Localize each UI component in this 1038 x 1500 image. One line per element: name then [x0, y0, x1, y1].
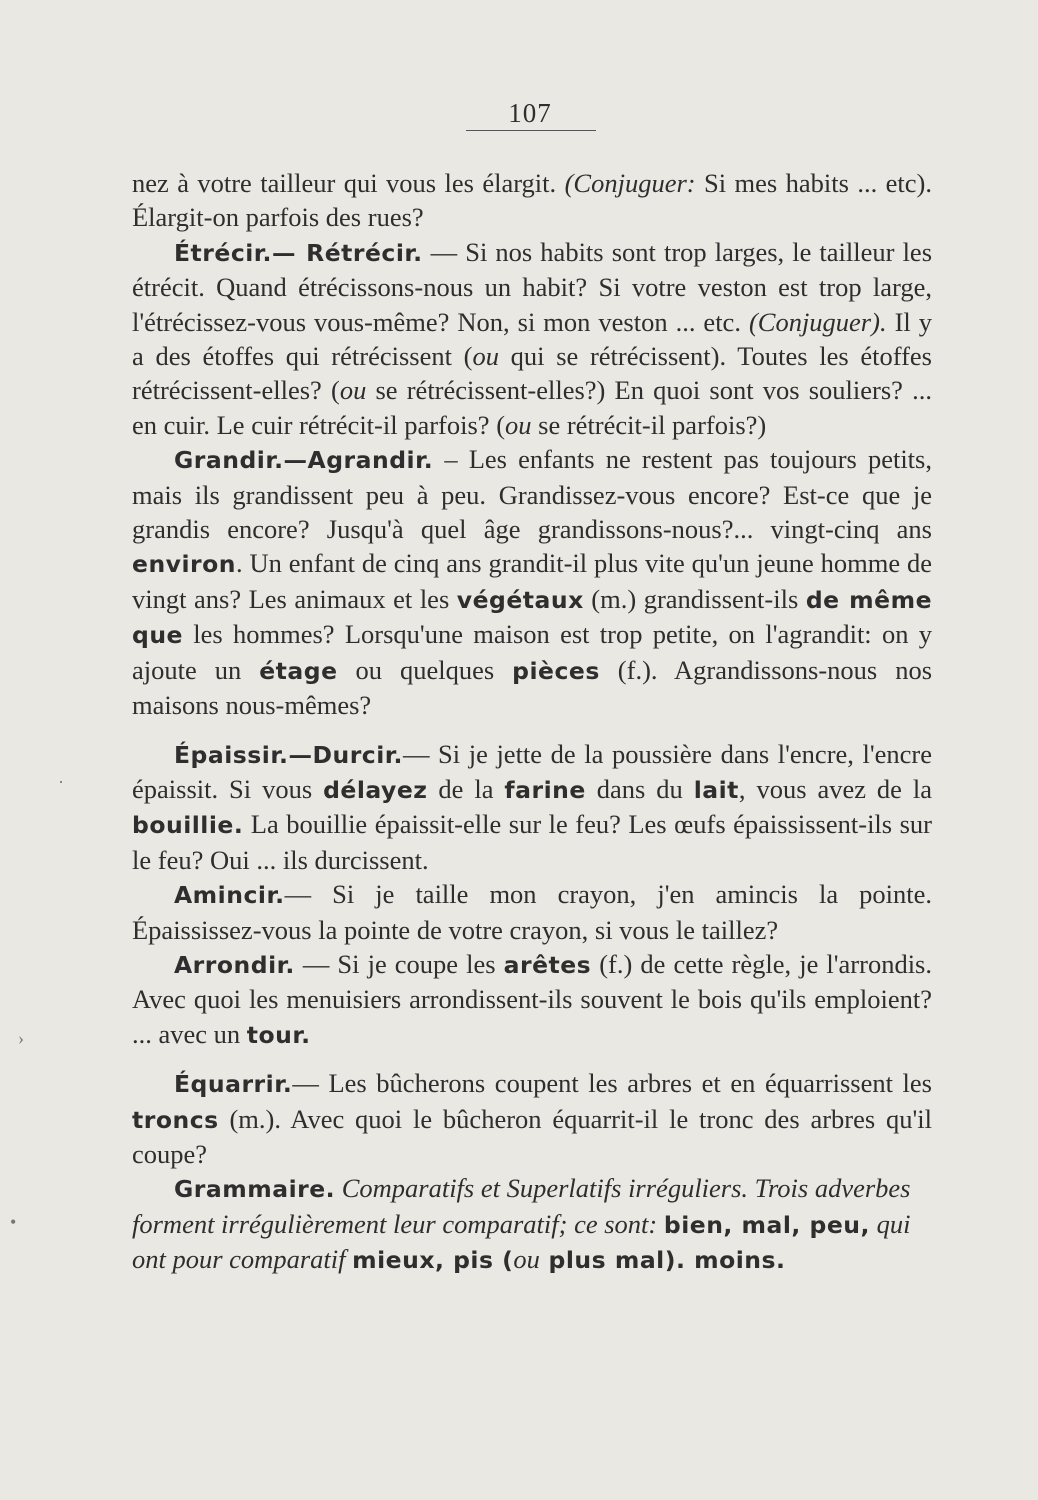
italic-text: qui ont pour comparatif	[132, 1208, 911, 1275]
bold-term: environ	[132, 550, 237, 579]
paragraph	[132, 1066, 932, 1171]
text-run: — Si nos habits sont trop larges, le tailleur les étrécit. Quand étrécissons-nous un habit? Si votre veston est trop large, l'étrécissez-vous vous-même? Non, si mon veston ... etc.	[132, 236, 933, 337]
text-run: . Un enfant de cinq ans grandit-il plus vite qu'un jeune homme de vingt ans? Les animaux et les	[132, 548, 932, 614]
bold-term: plus mal). moins.	[539, 1246, 786, 1275]
bold-term: végétaux	[456, 585, 584, 614]
text-run: (f.). Agrandissons-nous nos maisons nous-mêmes?	[132, 654, 933, 721]
bold-term: Arrondir.	[174, 950, 295, 979]
paragraph-gap	[132, 723, 932, 737]
text-run: — Les bûcherons coupent les arbres et en équarrissent les	[292, 1068, 932, 1099]
bold-term: arêtes	[503, 950, 592, 979]
text-run: de la	[427, 773, 505, 804]
text-run: nez à votre tailleur qui vous les élargit.	[132, 168, 565, 198]
bold-term: troncs	[132, 1105, 219, 1134]
bold-term: Épaissir.—Durcir.	[174, 740, 403, 769]
text-run: dans du	[585, 773, 694, 804]
bold-term: farine	[504, 775, 586, 804]
italic-text: Comparatifs et Superlatifs irréguliers. Trois adverbes forment irrégulièrement leur comparatif; ce sont:	[132, 1173, 911, 1239]
bold-term: Grammaire.	[174, 1175, 336, 1204]
italic-text: ou	[513, 1244, 540, 1275]
text-run: (m.). Avec quoi le bûcheron équarrit-il le tronc des arbres qu'il coupe?	[132, 1103, 932, 1169]
italic-text: ou	[472, 341, 499, 372]
header-rule	[466, 130, 596, 131]
bold-term: bouillie.	[132, 811, 244, 840]
text-run: Il y a des étoffes qui rétrécissent (	[132, 306, 932, 372]
bold-term: pièces	[512, 656, 600, 685]
text-run: les hommes? Lorsqu'une maison est trop petite, on l'agrandit: on y ajoute un	[132, 619, 932, 685]
bold-term: Amincir.	[174, 881, 285, 910]
paragraph	[132, 1171, 932, 1277]
bold-term: lait	[693, 775, 739, 804]
text-run: (f.) de cette règle, je l'arrondis. Avec quoi les menuisiers arrondissent-ils souvent le bois qu'ils emploient? ... avec un	[132, 948, 932, 1049]
text-run: — Si je coupe les	[294, 948, 504, 979]
text-run: La bouillie épaissit-elle sur le feu? Les œufs épaississent-ils sur le feu? Oui ... ils durcissent.	[132, 809, 932, 875]
bold-term: délayez	[323, 775, 428, 804]
paragraph	[132, 442, 932, 722]
text-run: se rétrécissent-elles?) En quoi sont vos souliers? ... en cuir. Le cuir rétrécit-il parfois? (	[132, 375, 932, 440]
bold-term: mieux, pis (	[352, 1246, 514, 1275]
text-run: , vous avez de la	[738, 773, 932, 804]
page-number: 107	[508, 98, 552, 128]
text-run: — Si je jette de la poussière dans l'encre, l'encre épaissit. Si vous	[132, 738, 932, 804]
margin-mark: ›	[18, 1028, 24, 1048]
bold-term: étage	[259, 656, 338, 685]
text-run: Si mes habits ... etc). Élargit-on parfois des rues?	[132, 168, 932, 233]
bold-term: Étrécir.— Rétrécir.	[174, 238, 423, 267]
text-run: –– Si je taille mon crayon, j'en amincis la pointe. Épaississez-vous la pointe de votre crayon, si vous le taillez?	[132, 879, 932, 945]
paragraph	[132, 166, 932, 235]
italic-text: (Conjuguer:	[564, 168, 696, 198]
paragraph	[132, 877, 932, 947]
paragraph-gap	[132, 1052, 932, 1066]
bold-term: tour.	[246, 1020, 311, 1049]
italic-text: ou	[505, 409, 532, 440]
paragraph	[132, 737, 932, 878]
paragraph	[132, 235, 932, 442]
text-run: se rétrécit-il parfois?)	[531, 409, 767, 440]
paragraph	[132, 947, 932, 1052]
bold-term: Équarrir.	[174, 1070, 293, 1099]
italic-text: (Conjuguer).	[748, 306, 887, 337]
margin-mark: •	[10, 1212, 17, 1232]
text-run: (m.) grandissent-ils	[583, 583, 806, 614]
bold-term: bien, mal, peu,	[663, 1210, 870, 1239]
text-run: – Les enfants ne restent pas toujours petits, mais ils grandissent peu à peu. Grandissez-vous encore? Est-ce que je grandis encore? Jusqu'à quel âge grandissons-nous?... vingt-cinq ans	[132, 444, 932, 545]
italic-text: ou	[339, 375, 367, 406]
bold-term: Grandir.—Agrandir.	[174, 446, 434, 475]
bold-term: de même que	[132, 585, 933, 650]
body-text	[132, 166, 932, 1278]
margin-mark: ·	[58, 772, 64, 792]
text-run: qui se rétrécissent). Toutes les étoffes rétrécissent-elles? (	[132, 341, 932, 406]
text-run: ou quelques	[337, 654, 513, 685]
